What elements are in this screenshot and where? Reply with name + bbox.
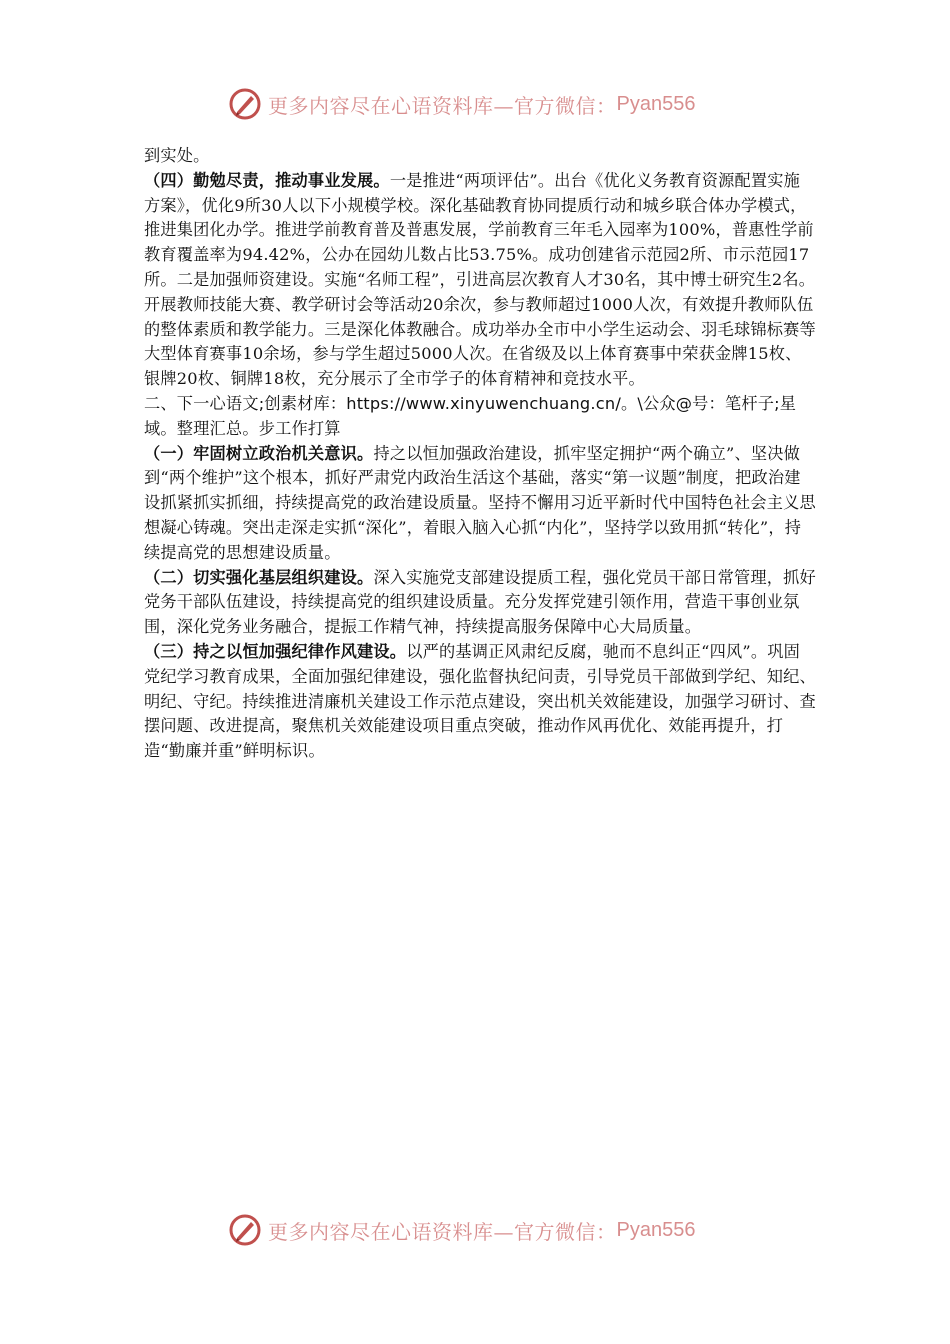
paragraph-0 xyxy=(144,144,816,169)
paragraph-text: 一是推进“两项评估”。出台《优化义务教育资源配置实施方案》，优化9所30人以下小规模学校。深化基础教育协同提质行动和城乡联合体办学模式，推进集团化办学。推进学前教育普及普惠发展，学前教育三年毛入园率为100%，普惠性学前教育覆盖率为94.42%，公办在园幼儿数占比53.75%。成功创建省示范园2所、市示范园17所。二是加强师资建设。实施“名师工程”，引进高层次教育人才30名，其中博士研究生2名。开展教师技能大赛、教学研讨会等活动20余次，参与教师超过1000人次，有效提升教师队伍的整体素质和教学能力。三是深化体教融合。成功举办全市中小学生运动会、羽毛球锦标赛等大型体育赛事10余场，参与学生超过5000人次。在省级及以上体育赛事中荣获金牌15枚、银牌20枚、铜牌18枚，充分展示了全市学子的体育精神和竞技水平。 xyxy=(144,170,816,389)
paragraph-1 xyxy=(144,169,816,392)
section-heading-2: （二）切实强化基层组织建设。 xyxy=(144,567,374,587)
header-watermark xyxy=(228,84,748,124)
pen-logo-icon xyxy=(228,87,262,121)
paragraph-text: 持之以恒加强政治建设，抓牢坚定拥护“两个确立”、坚决做到“两个维护”这个根本，抓好严肃党内政治生活这个基础，落实“第一议题”制度，把政治建设抓紧抓实抓细，持续提高党的政治建设质量。坚持不懈用习近平新时代中国特色社会主义思想凝心铸魂。突出走深走实抓“深化”，着眼入脑入心抓“内化”，坚持学以致用抓“转化”，持续提高党的思想建设质量。 xyxy=(144,443,816,562)
section-heading-3: （三）持之以恒加强纪律作风建设。 xyxy=(144,641,407,661)
paragraph-3 xyxy=(144,442,816,566)
watermark-handle: Pyan556 xyxy=(616,92,696,115)
paragraph-2 xyxy=(144,392,816,442)
watermark-text: 更多内容尽在心语资料库—官方微信： xyxy=(268,93,617,118)
paragraph-4 xyxy=(144,566,816,640)
footer-watermark xyxy=(228,1210,748,1250)
paragraph-text: 深入实施党支部建设提质工程，强化党员干部日常管理，抓好党务干部队伍建设，持续提高党的组织建设质量。充分发挥党建引领作用，营造干事创业氛围，深化党务业务融合，提振工作精气神，持续提高服务保障中心大局质量。 xyxy=(144,567,816,637)
paragraph-text: 以严的基调正风肃纪反腐，驰而不息纠正“四风”。巩固党纪学习教育成果，全面加强纪律建设，强化监督执纪问责，引导党员干部做到学纪、知纪、明纪、守纪。持续推进清廉机关建设工作示范点建设，突出机关效能建设，加强学习研讨、查摆问题、改进提高，聚焦机关效能建设项目重点突破，推动作风再优化、效能再提升，打造“勤廉并重”鲜明标识。 xyxy=(144,641,816,761)
pen-logo-icon xyxy=(228,1213,262,1247)
watermark-text: 更多内容尽在心语资料库—官方微信： xyxy=(268,1219,617,1244)
section-heading-1: （一）牢固树立政治机关意识。 xyxy=(144,443,374,463)
paragraph-text: 到实处。 xyxy=(144,146,210,165)
section-heading-4: （四）勤勉尽责，推动事业发展。 xyxy=(144,170,390,190)
paragraph-5 xyxy=(144,640,816,764)
document-body xyxy=(144,144,816,764)
section-heading-plan: 二、下一心语文;创素材库：https://www.xinyuwenchuang.cn/。\公众@号：笔杆子;星域。整理汇总。步工作打算 xyxy=(144,393,797,438)
watermark-handle: Pyan556 xyxy=(616,1218,696,1241)
